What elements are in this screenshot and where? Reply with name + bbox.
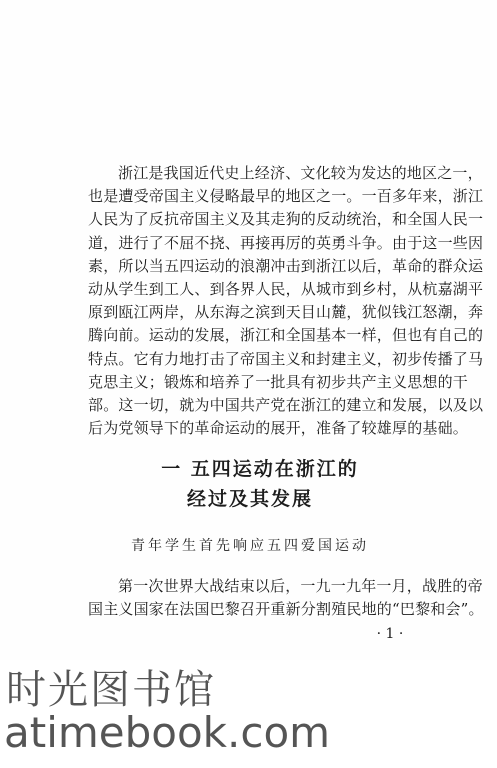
text-line: 部。这一切，就为中国共产党在浙江的建立和发展，以及以 [88, 396, 484, 415]
text-line: 特点。它有力地打击了帝国主义和封建主义，初步传播了马 [88, 349, 484, 368]
section-title: 一 五四运动在浙江的 [161, 458, 359, 480]
text-line: 后为党领导下的革命运动的展开，准备了较雄厚的基础。 [88, 419, 469, 438]
section-title-continued: 经过及其发展 [186, 488, 313, 510]
text-line: 国主义国家在法国巴黎召开重新分割殖民地的“巴黎和会”。 [88, 600, 484, 619]
text-line: 素，所以当五四运动的浪潮冲击到浙江以后，革命的群众运 [88, 256, 484, 275]
text-line: 腾向前。运动的发展，浙江和全国基本一样，但也有自己的 [88, 326, 484, 345]
page-number: · 1 · [376, 626, 404, 642]
text-line: 浙江是我国近代史上经济、文化较为发达的地区之一， [118, 164, 483, 182]
intro-paragraph [88, 162, 484, 440]
text-line: 道，进行了不屈不挠、再接再厉的英勇斗争。由于这一些因 [88, 233, 484, 252]
text-line: 动从学生到工人、到各界人民，从城市到乡村，从杭嘉湖平 [88, 280, 484, 299]
text-line: 第一次世界大战结束以后，一九一九年一月，战胜的帝 [118, 577, 483, 595]
watermark-url: atimebook.com [4, 708, 331, 757]
body-paragraph [88, 575, 484, 621]
text-line: 也是遭受帝国主义侵略最早的地区之一。一百多年来，浙江 [88, 187, 484, 206]
subsection-title: 青年学生首先响应五四爱国运动 [131, 538, 369, 554]
text-line: 克思主义；锻炼和培养了一批具有初步共产主义思想的干 [88, 372, 469, 391]
watermark-chinese: 时光图书馆 [6, 667, 216, 713]
text-line: 人民为了反抗帝国主义及其走狗的反动统治，和全国人民一 [88, 210, 484, 229]
text-line: 原到瓯江两岸，从东海之滨到天目山麓，犹似钱江怒潮，奔 [88, 303, 484, 322]
